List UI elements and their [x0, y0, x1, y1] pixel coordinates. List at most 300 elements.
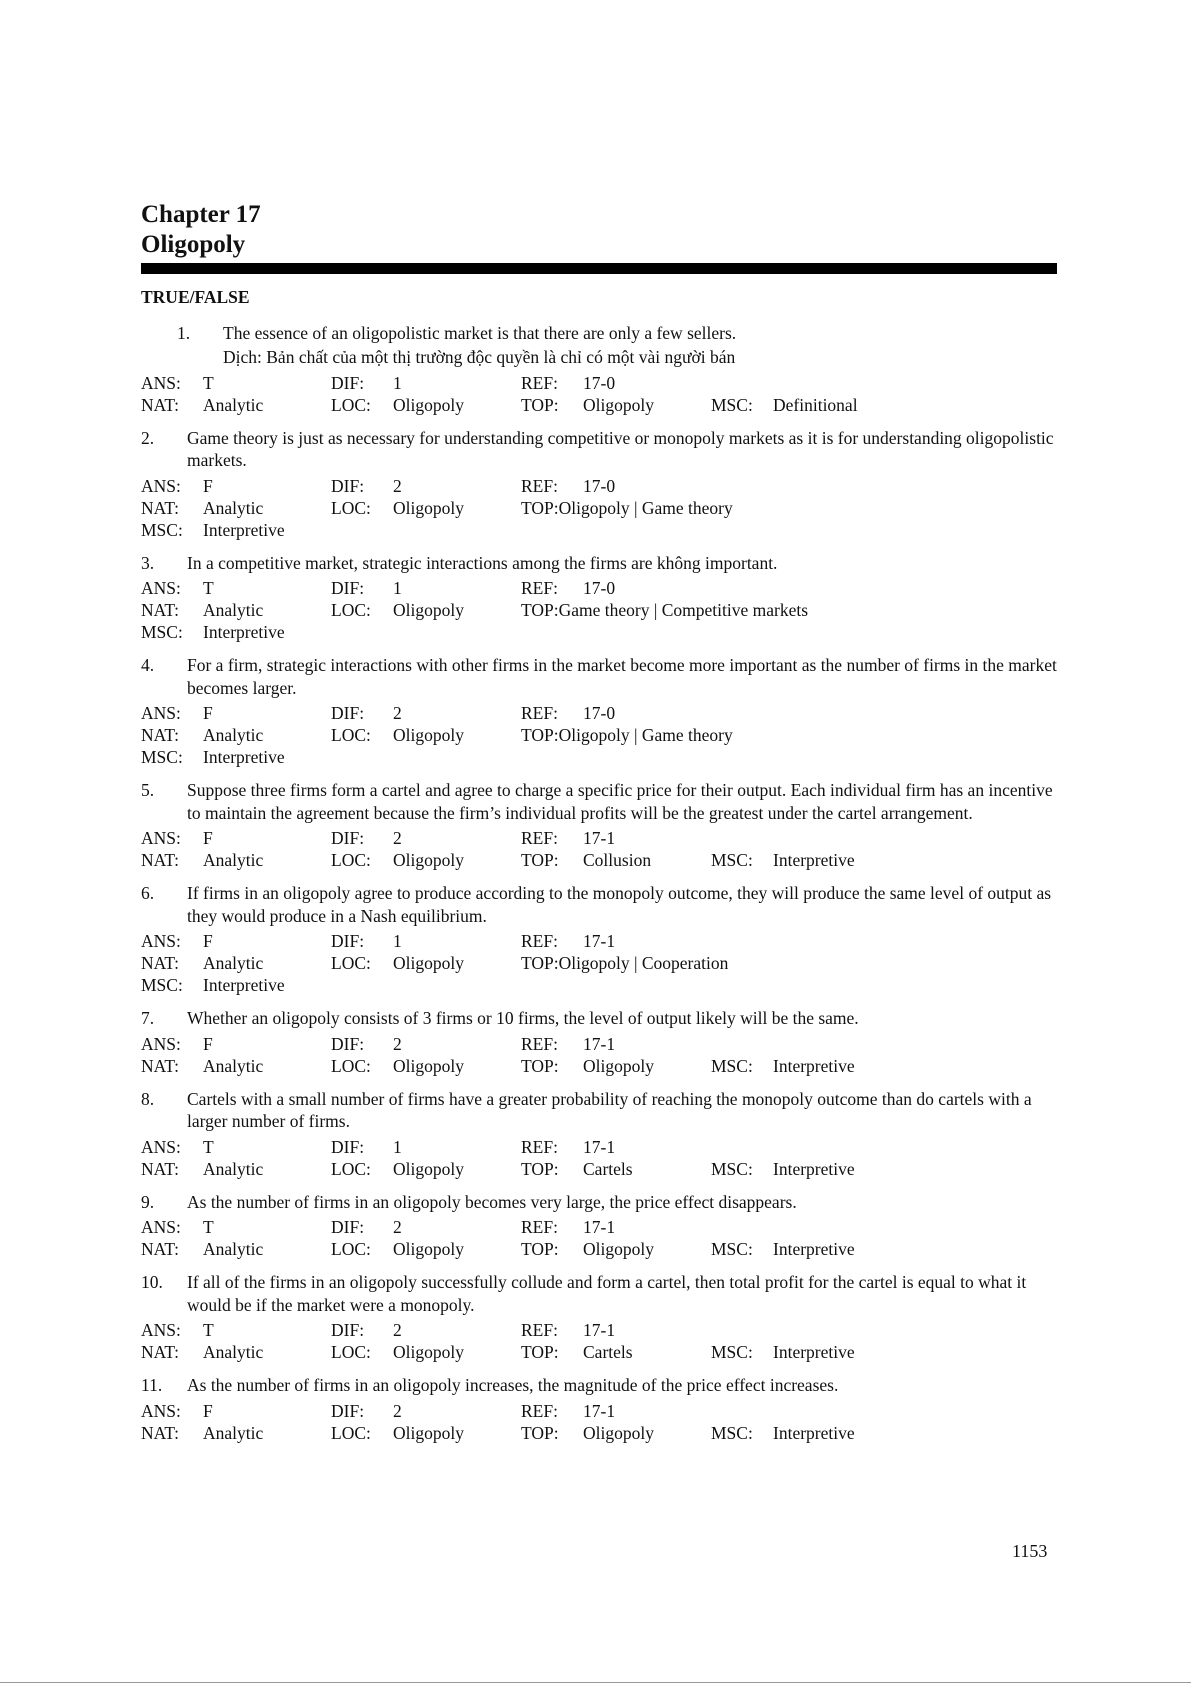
metadata-value: 1	[393, 578, 402, 598]
metadata-field	[331, 1319, 521, 1341]
answer-metadata	[141, 1216, 1057, 1260]
metadata-field	[331, 827, 521, 849]
metadata-field	[521, 849, 711, 871]
metadata-value: Cartels	[583, 1158, 633, 1179]
metadata-field	[331, 1422, 521, 1444]
question-statement: If firms in an oligopoly agree to produce according to the monopoly outcome, they will produce the same level of output as they would produce in a Nash equilibrium.	[187, 883, 1052, 926]
metadata-key: MSC:	[141, 519, 183, 540]
metadata-key: DIF:	[331, 372, 365, 393]
metadata-field	[711, 1055, 855, 1077]
metadata-field	[141, 1400, 331, 1422]
metadata-key: TOP:	[521, 850, 559, 870]
metadata-field	[141, 519, 331, 541]
answer-metadata	[141, 1136, 1057, 1180]
metadata-field	[711, 1158, 855, 1180]
metadata-field	[141, 497, 331, 519]
metadata-field	[141, 974, 331, 996]
question-number: 2.	[141, 427, 155, 448]
metadata-row	[141, 519, 1057, 541]
metadata-field	[141, 849, 331, 871]
metadata-row	[141, 1422, 1057, 1444]
question-item	[141, 654, 1057, 768]
metadata-field	[331, 1216, 521, 1238]
chapter-title: Oligopoly	[141, 231, 246, 258]
question-list	[141, 322, 1057, 1444]
section-heading: TRUE/FALSE	[141, 287, 250, 307]
answer-metadata	[141, 577, 1057, 643]
metadata-row	[141, 974, 1057, 996]
metadata-row	[141, 1158, 1057, 1180]
metadata-field	[521, 599, 809, 621]
metadata-value: T	[203, 1217, 214, 1237]
metadata-key: TOP:	[521, 1158, 559, 1179]
metadata-value: 2	[393, 703, 402, 723]
metadata-field	[711, 849, 855, 871]
metadata-key: ANS:	[141, 1400, 181, 1421]
metadata-value: Interpretive	[203, 622, 285, 642]
question-text	[141, 552, 1057, 575]
metadata-field	[331, 1341, 521, 1363]
question-statement: Whether an oligopoly consists of 3 firms or 10 firms, the level of output likely will be the same.	[187, 1008, 859, 1028]
metadata-key: NAT:	[141, 1239, 180, 1259]
metadata-key: DIF:	[331, 1136, 365, 1157]
question-statement: In a competitive market, strategic interactions among the firms are không important.	[187, 552, 778, 573]
metadata-row	[141, 1033, 1057, 1055]
metadata-field	[141, 1341, 331, 1363]
metadata-value: Cartels	[583, 1342, 633, 1362]
metadata-value: Oligopoly | Game theory	[558, 725, 733, 745]
metadata-field	[141, 1033, 331, 1055]
metadata-value: Analytic	[203, 1342, 264, 1362]
metadata-value: Analytic	[203, 1158, 264, 1179]
metadata-key: MSC:	[711, 1342, 753, 1362]
metadata-field	[141, 372, 331, 394]
metadata-field	[141, 952, 331, 974]
metadata-key: NAT:	[141, 497, 180, 518]
question-item	[141, 882, 1057, 996]
metadata-key: MSC:	[711, 1158, 753, 1179]
answer-metadata	[141, 930, 1057, 996]
metadata-row	[141, 1216, 1057, 1238]
metadata-value: Interpretive	[773, 850, 855, 870]
metadata-field	[521, 475, 711, 497]
question-statement: Cartels with a small number of firms have a greater probability of reaching the monopoly outcome than do cartels with a larger number of firms.	[187, 1088, 1032, 1131]
metadata-field	[141, 475, 331, 497]
question-number: 9.	[141, 1191, 155, 1212]
metadata-value: Oligopoly	[393, 1239, 464, 1259]
metadata-field	[521, 1033, 711, 1055]
metadata-field	[141, 746, 331, 768]
question-number: 6.	[141, 883, 155, 903]
metadata-row	[141, 724, 1057, 746]
metadata-key: ANS:	[141, 578, 181, 598]
metadata-key: LOC:	[331, 953, 371, 973]
metadata-row	[141, 372, 1057, 394]
metadata-value: Oligopoly	[393, 394, 464, 415]
metadata-row	[141, 475, 1057, 497]
metadata-value: 1	[393, 1136, 402, 1157]
metadata-key: DIF:	[331, 828, 365, 848]
metadata-row	[141, 930, 1057, 952]
metadata-field	[331, 1158, 521, 1180]
metadata-field	[331, 1400, 521, 1422]
question-text	[141, 882, 1057, 927]
metadata-key: LOC:	[331, 725, 371, 745]
metadata-key: TOP:	[521, 497, 559, 518]
metadata-value: Oligopoly	[583, 394, 654, 415]
metadata-field	[331, 1238, 521, 1260]
metadata-key: NAT:	[141, 725, 180, 745]
metadata-key: ANS:	[141, 1320, 181, 1340]
metadata-value: F	[203, 1033, 213, 1054]
metadata-value: T	[203, 372, 214, 393]
metadata-key: LOC:	[331, 1422, 371, 1443]
metadata-row	[141, 1055, 1057, 1077]
metadata-key: LOC:	[331, 394, 371, 415]
answer-metadata	[141, 1319, 1057, 1363]
metadata-value: T	[203, 1320, 214, 1340]
metadata-field	[521, 930, 711, 952]
question-number: 4.	[141, 655, 155, 675]
metadata-value: F	[203, 931, 213, 951]
metadata-key: DIF:	[331, 578, 365, 598]
page-number: 1153	[1012, 1541, 1048, 1561]
metadata-row	[141, 1400, 1057, 1422]
metadata-value: Oligopoly	[393, 1422, 464, 1443]
answer-metadata	[141, 475, 1057, 541]
metadata-value: Interpretive	[773, 1055, 855, 1076]
metadata-key: LOC:	[331, 1342, 371, 1362]
metadata-key: LOC:	[331, 1239, 371, 1259]
metadata-key: ANS:	[141, 475, 181, 496]
metadata-key: MSC:	[711, 850, 753, 870]
metadata-row	[141, 1238, 1057, 1260]
metadata-key: DIF:	[331, 1400, 365, 1421]
metadata-value: Interpretive	[203, 975, 285, 995]
metadata-field	[141, 827, 331, 849]
metadata-field	[141, 599, 331, 621]
metadata-field	[521, 1422, 711, 1444]
metadata-key: ANS:	[141, 1217, 181, 1237]
metadata-key: NAT:	[141, 600, 180, 620]
metadata-key: ANS:	[141, 1033, 181, 1054]
answer-metadata	[141, 1033, 1057, 1077]
metadata-value: Oligopoly	[393, 1342, 464, 1362]
metadata-field	[141, 930, 331, 952]
metadata-field	[521, 1158, 711, 1180]
metadata-key: REF:	[521, 1136, 558, 1157]
metadata-key: MSC:	[711, 1239, 753, 1259]
question-statement: As the number of firms in an oligopoly becomes very large, the price effect disappears.	[187, 1191, 797, 1212]
question-number: 8.	[141, 1088, 155, 1109]
metadata-key: LOC:	[331, 1055, 371, 1076]
metadata-row	[141, 702, 1057, 724]
metadata-field	[141, 577, 331, 599]
metadata-key: LOC:	[331, 600, 371, 620]
metadata-row	[141, 577, 1057, 599]
metadata-field	[521, 1216, 711, 1238]
metadata-field	[331, 577, 521, 599]
metadata-field	[521, 372, 711, 394]
metadata-field	[331, 930, 521, 952]
metadata-key: DIF:	[331, 703, 365, 723]
metadata-key: TOP:	[521, 725, 559, 745]
metadata-value: 1	[393, 931, 402, 951]
metadata-row	[141, 849, 1057, 871]
question-item	[141, 427, 1057, 541]
metadata-row	[141, 621, 1057, 643]
metadata-field	[331, 849, 521, 871]
metadata-field	[521, 497, 733, 519]
metadata-key: TOP:	[521, 1239, 559, 1259]
metadata-value: Interpretive	[773, 1422, 855, 1443]
metadata-key: ANS:	[141, 931, 181, 951]
metadata-value: Analytic	[203, 394, 264, 415]
metadata-field	[141, 1136, 331, 1158]
question-number: 1.	[177, 323, 191, 343]
metadata-key: DIF:	[331, 1033, 365, 1054]
metadata-key: ANS:	[141, 828, 181, 848]
metadata-field	[521, 827, 711, 849]
metadata-key: ANS:	[141, 372, 181, 393]
metadata-key: NAT:	[141, 394, 180, 415]
metadata-key: ANS:	[141, 1136, 181, 1157]
metadata-value: Oligopoly | Game theory	[558, 497, 733, 518]
metadata-value: Definitional	[773, 394, 858, 415]
metadata-key: REF:	[521, 475, 558, 496]
metadata-value: 17-1	[583, 1136, 616, 1157]
metadata-row	[141, 746, 1057, 768]
question-item	[141, 779, 1057, 871]
metadata-field	[331, 952, 521, 974]
metadata-key: ANS:	[141, 703, 181, 723]
question-number: 7.	[141, 1008, 155, 1028]
metadata-key: NAT:	[141, 1422, 180, 1443]
metadata-key: MSC:	[711, 1422, 753, 1443]
metadata-field	[521, 952, 729, 974]
question-number: 3.	[141, 552, 155, 573]
question-item	[141, 1007, 1057, 1077]
metadata-field	[331, 372, 521, 394]
metadata-key: TOP:	[521, 1055, 559, 1076]
metadata-field	[521, 724, 733, 746]
metadata-value: T	[203, 1136, 214, 1157]
metadata-value: Analytic	[203, 497, 264, 518]
metadata-key: NAT:	[141, 953, 180, 973]
metadata-field	[521, 1319, 711, 1341]
metadata-key: MSC:	[141, 975, 183, 995]
metadata-field	[141, 1422, 331, 1444]
metadata-field	[331, 1136, 521, 1158]
metadata-key: MSC:	[141, 622, 183, 642]
metadata-key: REF:	[521, 1400, 558, 1421]
metadata-value: 2	[393, 1033, 402, 1054]
metadata-field	[141, 1238, 331, 1260]
metadata-value: Oligopoly	[583, 1055, 654, 1076]
metadata-row	[141, 394, 1057, 416]
metadata-value: F	[203, 1400, 213, 1421]
metadata-field	[711, 1341, 855, 1363]
metadata-key: LOC:	[331, 850, 371, 870]
metadata-value: 17-0	[583, 703, 616, 723]
metadata-value: Analytic	[203, 850, 264, 870]
metadata-key: REF:	[521, 372, 558, 393]
metadata-key: REF:	[521, 1217, 558, 1237]
metadata-value: 2	[393, 1320, 402, 1340]
metadata-field	[141, 1319, 331, 1341]
metadata-value: T	[203, 578, 214, 598]
question-item	[141, 322, 1057, 416]
metadata-value: 17-1	[583, 828, 616, 848]
metadata-key: NAT:	[141, 1158, 180, 1179]
document-page	[141, 200, 1057, 1444]
metadata-value: Analytic	[203, 953, 264, 973]
question-text	[141, 1271, 1057, 1316]
metadata-field	[521, 1341, 711, 1363]
metadata-value: 17-0	[583, 475, 616, 496]
question-item	[141, 1088, 1057, 1180]
question-statement: If all of the firms in an oligopoly successfully collude and form a cartel, then total profit for the cartel is equal to what it would be if the market were a monopoly.	[187, 1272, 1027, 1315]
metadata-key: LOC:	[331, 1158, 371, 1179]
metadata-value: Interpretive	[773, 1342, 855, 1362]
question-statement: As the number of firms in an oligopoly increases, the magnitude of the price effect increases.	[187, 1375, 839, 1395]
question-item	[141, 552, 1057, 644]
metadata-field	[521, 1400, 711, 1422]
metadata-key: REF:	[521, 931, 558, 951]
question-text	[141, 322, 1057, 345]
metadata-field	[331, 702, 521, 724]
question-statement: The essence of an oligopolistic market is that there are only a few sellers.	[223, 323, 737, 343]
metadata-field	[331, 497, 521, 519]
metadata-value: Oligopoly	[393, 953, 464, 973]
metadata-field	[331, 599, 521, 621]
metadata-value: 17-1	[583, 1033, 616, 1054]
question-text	[141, 1374, 1057, 1397]
metadata-value: Oligopoly	[393, 600, 464, 620]
metadata-key: REF:	[521, 703, 558, 723]
metadata-field	[331, 1055, 521, 1077]
metadata-key: NAT:	[141, 1342, 180, 1362]
metadata-key: MSC:	[711, 394, 753, 415]
metadata-field	[521, 577, 711, 599]
metadata-key: REF:	[521, 1320, 558, 1340]
metadata-value: Analytic	[203, 725, 264, 745]
metadata-row	[141, 1341, 1057, 1363]
metadata-key: TOP:	[521, 1422, 559, 1443]
question-item	[141, 1271, 1057, 1363]
metadata-key: DIF:	[331, 931, 365, 951]
question-statement: For a firm, strategic interactions with other firms in the market become more important as the number of firms in the market becomes larger.	[187, 655, 1057, 698]
metadata-field	[331, 1033, 521, 1055]
question-item	[141, 1191, 1057, 1261]
answer-metadata	[141, 827, 1057, 871]
metadata-key: TOP:	[521, 394, 559, 415]
metadata-field	[141, 394, 331, 416]
metadata-field	[141, 1216, 331, 1238]
metadata-key: NAT:	[141, 850, 180, 870]
metadata-key: TOP:	[521, 953, 559, 973]
metadata-value: Analytic	[203, 1239, 264, 1259]
metadata-key: REF:	[521, 578, 558, 598]
question-item	[141, 1374, 1057, 1444]
metadata-value: 17-1	[583, 1320, 616, 1340]
metadata-value: Oligopoly	[393, 850, 464, 870]
metadata-key: LOC:	[331, 497, 371, 518]
metadata-field	[331, 394, 521, 416]
metadata-value: Analytic	[203, 600, 264, 620]
chapter-number: Chapter 17	[141, 201, 261, 228]
metadata-field	[711, 1238, 855, 1260]
metadata-value: 17-1	[583, 931, 616, 951]
metadata-field	[331, 724, 521, 746]
metadata-value: Oligopoly	[393, 497, 464, 518]
metadata-value: 2	[393, 475, 402, 496]
answer-metadata	[141, 1400, 1057, 1444]
question-number: 5.	[141, 780, 155, 800]
metadata-key: MSC:	[141, 747, 183, 767]
metadata-field	[521, 394, 711, 416]
question-translation: Dịch: Bản chất của một thị trường độc quyền là chỉ có một vài người bán	[223, 346, 736, 367]
metadata-value: Oligopoly | Cooperation	[558, 953, 729, 973]
answer-metadata	[141, 702, 1057, 768]
metadata-field	[711, 1422, 855, 1444]
question-number: 10.	[141, 1272, 163, 1292]
question-text	[141, 1007, 1057, 1030]
metadata-row	[141, 1136, 1057, 1158]
question-statement: Game theory is just as necessary for understanding competitive or monopoly markets as it is for understanding oligopolistic markets.	[187, 427, 1054, 470]
question-text	[141, 1088, 1057, 1133]
question-number: 11.	[141, 1375, 163, 1395]
metadata-value: Oligopoly	[583, 1239, 654, 1259]
metadata-value: F	[203, 475, 213, 496]
metadata-key: TOP:	[521, 600, 559, 620]
metadata-key: DIF:	[331, 1217, 365, 1237]
metadata-field	[331, 475, 521, 497]
metadata-field	[521, 1136, 711, 1158]
metadata-value: Game theory | Competitive markets	[558, 600, 809, 620]
metadata-row	[141, 1319, 1057, 1341]
metadata-value: 1	[393, 372, 402, 393]
metadata-value: Oligopoly	[583, 1422, 654, 1443]
metadata-value: Interpretive	[773, 1158, 855, 1179]
metadata-value: Interpretive	[773, 1239, 855, 1259]
metadata-field	[141, 702, 331, 724]
metadata-key: DIF:	[331, 475, 365, 496]
metadata-value: Interpretive	[203, 747, 285, 767]
metadata-value: 17-1	[583, 1217, 616, 1237]
metadata-key: REF:	[521, 828, 558, 848]
metadata-field	[141, 621, 331, 643]
metadata-value: 2	[393, 828, 402, 848]
chapter-rule	[141, 263, 1057, 274]
question-text	[141, 654, 1057, 699]
metadata-value: Oligopoly	[393, 1055, 464, 1076]
metadata-value: Oligopoly	[393, 725, 464, 745]
metadata-key: REF:	[521, 1033, 558, 1054]
metadata-value: F	[203, 828, 213, 848]
metadata-value: Analytic	[203, 1422, 264, 1443]
metadata-value: F	[203, 703, 213, 723]
metadata-value: Oligopoly	[393, 1158, 464, 1179]
metadata-field	[141, 1055, 331, 1077]
metadata-field	[711, 394, 858, 416]
metadata-value: 17-0	[583, 578, 616, 598]
metadata-value: 2	[393, 1217, 402, 1237]
metadata-field	[141, 724, 331, 746]
metadata-key: TOP:	[521, 1342, 559, 1362]
metadata-value: 17-0	[583, 372, 616, 393]
metadata-field	[521, 1238, 711, 1260]
